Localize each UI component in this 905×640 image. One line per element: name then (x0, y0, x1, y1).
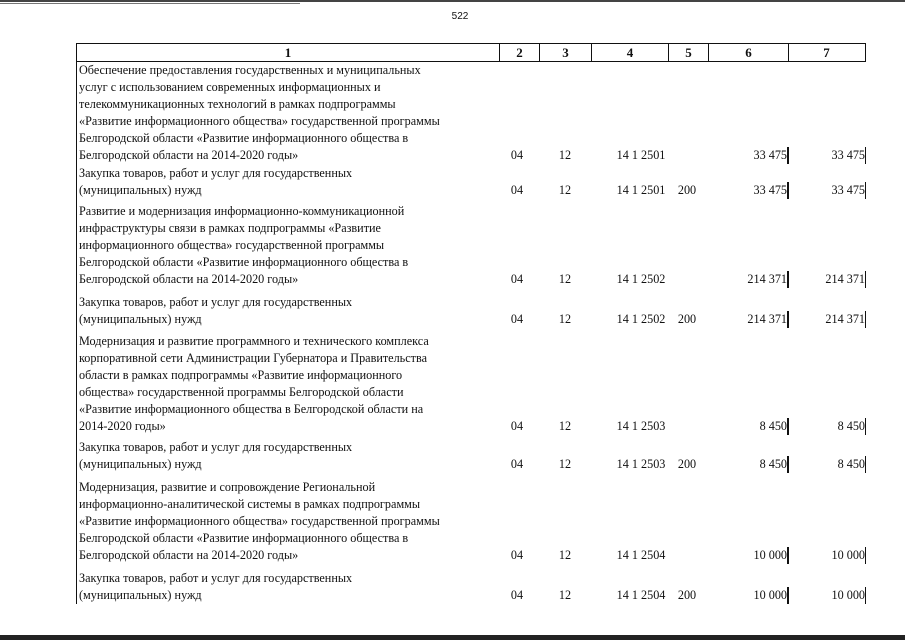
cell-col-6: 8 450 (759, 419, 787, 433)
cell-col-6: 10 000 (753, 588, 787, 602)
description-line: Закупка товаров, работ и услуг для государственных (79, 166, 353, 180)
description-line: «Развитие информационного общества в Белгородской области на (79, 402, 424, 416)
table-row (77, 570, 866, 604)
cell-col-2: 04 (510, 272, 524, 286)
column-7-border (865, 311, 867, 328)
scan-edge-top-inner (0, 3, 300, 4)
description-line: Белгородской области «Развитие информационного общества в (79, 255, 409, 269)
row-description (79, 165, 499, 199)
cell-col-7: 10 000 (831, 548, 865, 562)
column-7-border (865, 182, 867, 199)
cell-col-3: 12 (558, 148, 572, 162)
header-col-2: 2 (499, 44, 539, 61)
description-line: корпоративной сети Администрации Губернатора и Правительства (79, 351, 427, 365)
header-col-7: 7 (788, 44, 864, 61)
cell-col-6: 33 475 (753, 183, 787, 197)
description-line: Белгородской области «Развитие информационного общества в (79, 131, 409, 145)
cell-col-7: 214 371 (825, 312, 865, 326)
table-row (77, 439, 866, 473)
cell-col-3: 12 (558, 457, 572, 471)
description-line: инфраструктуры связи в рамках подпрограммы «Развитие (79, 221, 381, 235)
description-line: Белгородской области на 2014-2020 годы» (79, 548, 299, 562)
cell-col-7: 33 475 (831, 183, 865, 197)
cell-col-4: 14 1 2502 (616, 312, 666, 326)
table-header (76, 43, 866, 62)
cell-col-5: 200 (677, 183, 697, 197)
column-6-border (787, 547, 789, 564)
cell-col-6: 214 371 (747, 312, 787, 326)
column-6-border (787, 147, 789, 164)
cell-col-3: 12 (558, 548, 572, 562)
cell-col-7: 10 000 (831, 588, 865, 602)
description-line: «Развитие информационного общества» государственной программы (79, 114, 440, 128)
table-row (77, 165, 866, 199)
description-line: области в рамках подпрограммы «Развитие информационного (79, 368, 403, 382)
table-row (77, 333, 866, 435)
description-line: Белгородской области на 2014-2020 годы» (79, 272, 299, 286)
description-line: Обеспечение предоставления государственных и муниципальных (79, 63, 421, 77)
cell-col-4: 14 1 2503 (616, 457, 666, 471)
row-description (79, 333, 499, 435)
cell-col-5: 200 (677, 312, 697, 326)
budget-table (76, 43, 866, 604)
description-line: (муниципальных) нужд (79, 183, 202, 197)
description-line: телекоммуникационных технологий в рамках подпрограммы (79, 97, 396, 111)
column-6-border (787, 271, 789, 288)
cell-col-2: 04 (510, 548, 524, 562)
cell-col-6: 10 000 (753, 548, 787, 562)
header-col-6: 6 (708, 44, 788, 61)
column-6-border (787, 418, 789, 435)
cell-col-4: 14 1 2501 (616, 148, 666, 162)
cell-col-4: 14 1 2503 (616, 419, 666, 433)
column-6-border (787, 182, 789, 199)
cell-col-2: 04 (510, 588, 524, 602)
page-number: 522 (451, 11, 469, 22)
cell-col-7: 214 371 (825, 272, 865, 286)
cell-col-7: 8 450 (837, 457, 865, 471)
description-line: (муниципальных) нужд (79, 457, 202, 471)
description-line: информационного общества» государственной программы (79, 238, 385, 252)
column-7-border (865, 547, 867, 564)
header-col-3: 3 (539, 44, 591, 61)
description-line: (муниципальных) нужд (79, 588, 202, 602)
cell-col-6: 214 371 (747, 272, 787, 286)
description-line: услуг с использованием современных информационных и (79, 80, 381, 94)
description-line: (муниципальных) нужд (79, 312, 202, 326)
header-col-4: 4 (591, 44, 668, 61)
table-row (77, 203, 866, 288)
description-line: «Развитие информационного общества» государственной программы (79, 514, 440, 528)
table-body (76, 62, 866, 604)
column-6-border (787, 456, 789, 473)
description-line: Закупка товаров, работ и услуг для государственных (79, 295, 353, 309)
cell-col-6: 33 475 (753, 148, 787, 162)
column-6-border (787, 587, 789, 604)
table-row (77, 62, 866, 164)
description-line: Модернизация и развитие программного и технического комплекса (79, 334, 429, 348)
cell-col-3: 12 (558, 419, 572, 433)
table-row (77, 479, 866, 564)
cell-col-2: 04 (510, 312, 524, 326)
description-line: Модернизация, развитие и сопровождение Региональной (79, 480, 376, 494)
column-7-border (865, 147, 867, 164)
row-description (79, 570, 499, 604)
description-line: информационно-аналитической системы в рамках подпрограммы (79, 497, 421, 511)
column-7-border (865, 587, 867, 604)
cell-col-3: 12 (558, 183, 572, 197)
cell-col-2: 04 (510, 457, 524, 471)
cell-col-2: 04 (510, 148, 524, 162)
cell-col-5: 200 (677, 457, 697, 471)
description-line: Белгородской области «Развитие информационного общества в (79, 531, 409, 545)
cell-col-3: 12 (558, 588, 572, 602)
cell-col-4: 14 1 2504 (616, 548, 666, 562)
table-row (77, 294, 866, 328)
description-line: Закупка товаров, работ и услуг для государственных (79, 571, 353, 585)
cell-col-5: 200 (677, 588, 697, 602)
row-description (79, 479, 499, 564)
header-col-5: 5 (668, 44, 708, 61)
column-6-border (787, 311, 789, 328)
row-description (79, 439, 499, 473)
row-description (79, 62, 499, 164)
header-col-1: 1 (284, 45, 292, 60)
description-line: Закупка товаров, работ и услуг для государственных (79, 440, 353, 454)
cell-col-7: 8 450 (837, 419, 865, 433)
scan-edge-bottom (0, 635, 905, 640)
cell-col-2: 04 (510, 419, 524, 433)
cell-col-4: 14 1 2501 (616, 183, 666, 197)
column-7-border (865, 456, 867, 473)
cell-col-4: 14 1 2504 (616, 588, 666, 602)
cell-col-6: 8 450 (759, 457, 787, 471)
cell-col-3: 12 (558, 312, 572, 326)
cell-col-2: 04 (510, 183, 524, 197)
row-description (79, 294, 499, 328)
description-line: Белгородской области на 2014-2020 годы» (79, 148, 299, 162)
description-line: общества» государственной программы Белгородской области (79, 385, 404, 399)
description-line: 2014-2020 годы» (79, 419, 166, 433)
cell-col-4: 14 1 2502 (616, 272, 666, 286)
cell-col-7: 33 475 (831, 148, 865, 162)
column-7-border (865, 271, 867, 288)
column-7-border (865, 418, 867, 435)
row-description (79, 203, 499, 288)
cell-col-3: 12 (558, 272, 572, 286)
description-line: Развитие и модернизация информационно-коммуникационной (79, 204, 405, 218)
